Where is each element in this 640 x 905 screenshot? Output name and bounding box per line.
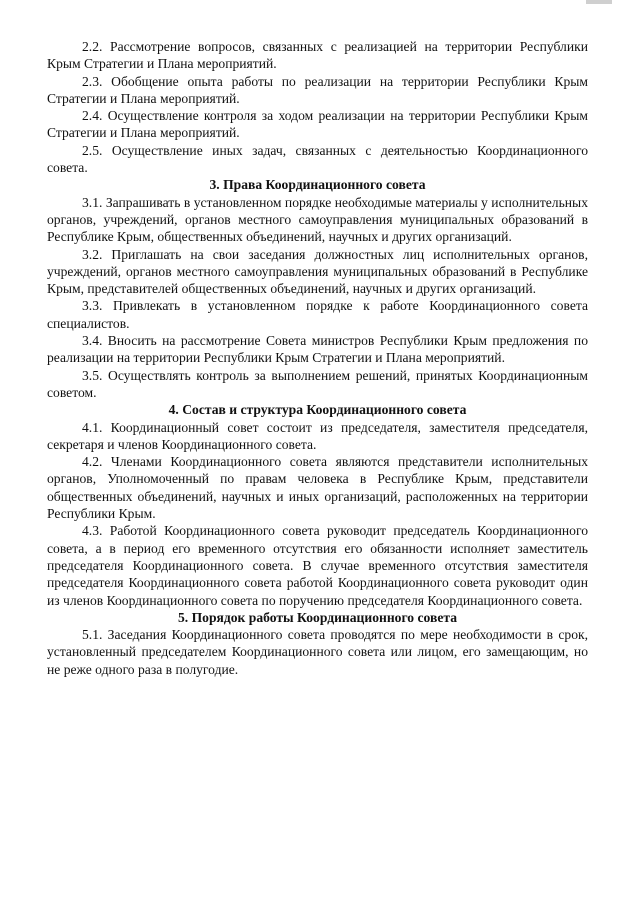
paragraph-2-2: 2.2. Рассмотрение вопросов, связанных с реализацией на территории Республики Крым Стратегии и Плана мероприятий. [47,39,588,72]
paragraph-3-5: 3.5. Осуществлять контроль за выполнением решений, принятых Координационным советом. [47,367,588,400]
section-5 [47,626,588,678]
section-3-heading: 3. Права Координационного совета [209,177,426,193]
paragraph-3-4: 3.4. Вносить на рассмотрение Совета министров Республики Крым предложения по реализации на территории Республики Крым Стратегии и Плана мероприятий. [47,333,588,366]
paragraph-4-2: 4.2. Членами Координационного совета являются представители исполнительных органов, Уполномоченный по правам человека в Республике Крым, представители общественных объединений, научных и иных организаций, расположенных на территории Республики Крым. [47,454,588,522]
paragraph-2-5: 2.5. Осуществление иных задач, связанных с деятельностью Координационного совета. [47,142,588,176]
paragraph-2-3: 2.3. Обобщение опыта работы по реализации на территории Республики Крым Стратегии и Плана мероприятий. [47,73,588,106]
section-2-continuation [47,38,588,176]
paragraph-4-3: 4.3. Работой Координационного совета руководит председатель Координационного совета, а в период его временного отсутствия его обязанности исполняет заместитель председателя Координационного совета. В случае временного отсутствия заместителя председателя Координационного совета работой Координационного совета руководит один из членов Координационного совета по поручению председателя Координационного совета. [47,523,588,608]
paragraph-4-1: 4.1. Координационный совет состоит из председателя, заместителя председателя, секретаря и членов Координационного совета. [47,419,588,452]
section-5-heading: 5. Порядок работы Координационного совета [177,609,458,625]
paragraph-2-4: 2.4. Осуществление контроля за ходом реализации на территории Республики Крым Стратегии и Плана мероприятий. [47,108,588,141]
paragraph-3-3: 3.3. Привлекать в установленном порядке к работе Координационного совета специалистов. [47,298,588,331]
scan-artifact [586,0,612,4]
section-4-heading: 4. Состав и структура Координационного совета [168,402,467,418]
paragraph-5-1: 5.1. Заседания Координационного совета проводятся по мере необходимости в срок, установленный председателем Координационного совета или лицом, его замещающим, но не реже одного раза в полугодие. [47,627,588,677]
paragraph-3-1: 3.1. Запрашивать в установленном порядке необходимые материалы у исполнительных органов, учреждений, органов местного самоуправления муниципальных образований в Республике Крым, общественных объединений, научных и других организаций. [47,194,588,245]
section-3 [47,194,588,402]
paragraph-3-2: 3.2. Приглашать на свои заседания должностных лиц исполнительных органов, учреждений, органов местного самоуправления муниципальных образований в Республике Крым, представителей общественных объединений, научных и других организаций. [47,246,588,297]
section-4 [47,419,588,609]
